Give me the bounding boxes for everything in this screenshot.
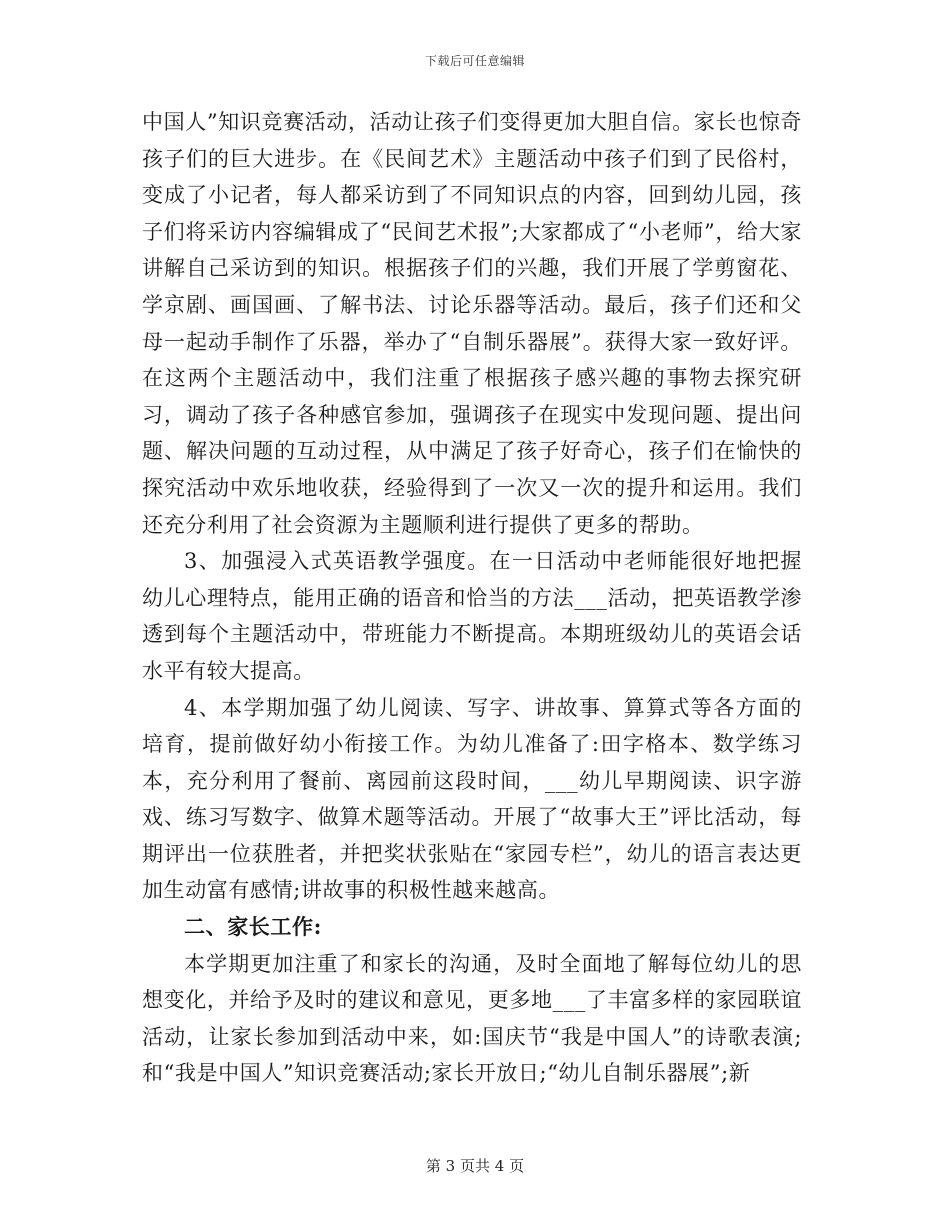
page-number: 第 3 页共 4 页	[425, 1157, 525, 1175]
paragraph-item-4: 4、本学期加强了幼儿阅读、写字、讲故事、算算式等各方面的培育，提前做好幼小衔接工作。为幼儿准备了:田字格本、数学练习本，充分利用了餐前、离园前这段时间，___幼儿早期阅读、识字游戏、练习写数字、做算术题等活动。开展了“故事大王”评比活动，每期评出一位获胜者，并把奖状张贴在“家园专栏”，幼儿的语言表达更加生动富有感情;讲故事的积极性越来越高。	[142, 695, 802, 903]
document-body	[142, 104, 802, 1092]
section-heading: 二、家长工作:	[184, 914, 322, 940]
page-header: 下载后可任意编辑	[424, 54, 525, 68]
paragraph-continued: 中国人”知识竞赛活动，活动让孩子们变得更加大胆自信。家长也惊奇孩子们的巨大进步。在《民间艺术》主题活动中孩子们到了民俗村，变成了小记者，每人都采访到了不同知识点的内容，回到幼儿园，孩子们将采访内容编辑成了“民间艺术报”;大家都成了“小老师”，给大家讲解自己采访到的知识。根据孩子们的兴趣，我们开展了学剪窗花、学京剧、画国画、了解书法、讨论乐器等活动。最后，孩子们还和父母一起动手制作了乐器，举办了“自制乐器展”。获得大家一致好评。在这两个主题活动中，我们注重了根据孩子感兴趣的事物去探究研习，调动了孩子各种感官参加，强调孩子在现实中发现问题、提出问题、解决问题的互动过程，从中满足了孩子好奇心，孩子们在愉快的探究活动中欢乐地收获，经验得到了一次又一次的提升和运用。我们还充分利用了社会资源为主题顺利进行提供了更多的帮助。	[142, 110, 802, 537]
paragraph-item-3: 3、加强浸入式英语教学强度。在一日活动中老师能很好地把握幼儿心理特点，能用正确的语音和恰当的方法___活动，把英语教学渗透到每个主题活动中，带班能力不断提高。本期班级幼儿的英语会话水平有较大提高。	[142, 549, 802, 683]
paragraph-parent-work: 本学期更加注重了和家长的沟通，及时全面地了解每位幼儿的思想变化，并给予及时的建议和意见，更多地___了丰富多样的家园联谊活动，让家长参加到活动中来，如:国庆节“我是中国人”的诗歌表演;和“我是中国人”知识竞赛活动;家长开放日;“幼儿自制乐器展”;新	[142, 951, 802, 1086]
